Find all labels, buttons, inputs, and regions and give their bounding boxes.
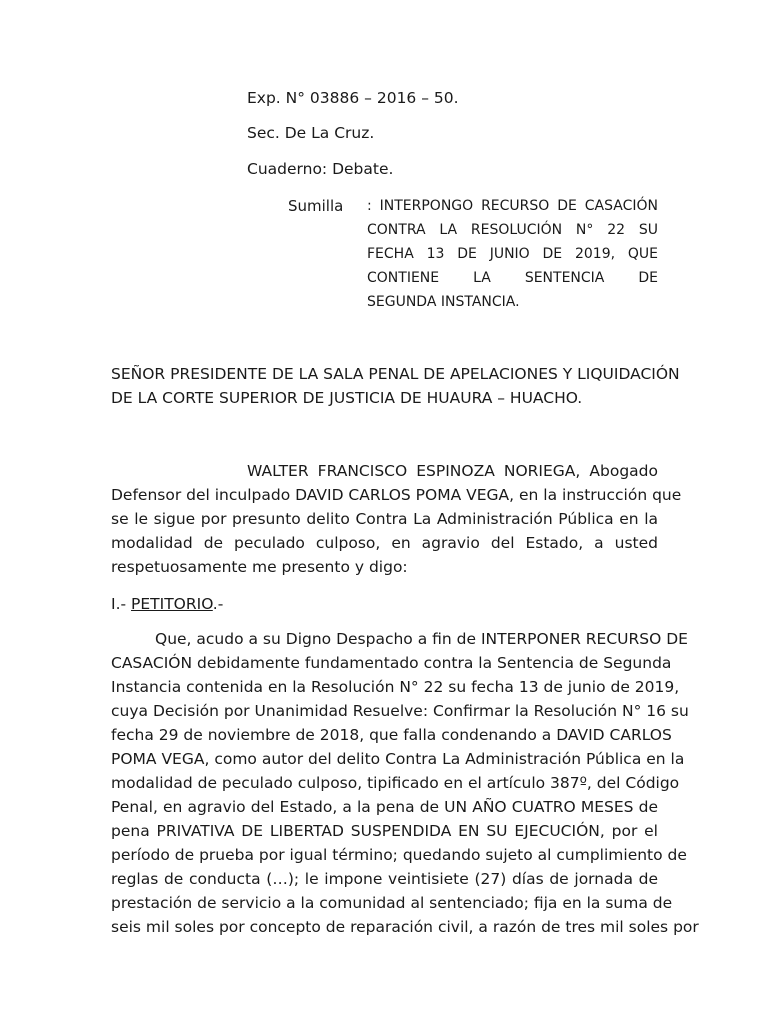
sumilla-label: Sumilla <box>288 197 344 215</box>
intro-line: modalidad de peculado culposo, en agravio del Estado, a usted <box>111 534 658 552</box>
section-title: PETITORIO <box>131 595 213 613</box>
sumilla-line: CONTRA LA RESOLUCIÓN N° 22 SU <box>367 222 658 238</box>
sumilla-line: : INTERPONGO RECURSO DE CASACIÓN <box>367 198 658 214</box>
expediente-number: Exp. N° 03886 – 2016 – 50. <box>247 89 459 107</box>
petitorio-line: fecha 29 de noviembre de 2018, que falla condenando a DAVID CARLOS <box>111 726 672 744</box>
petitorio-line: período de prueba por igual término; quedando sujeto al cumplimiento de <box>111 846 687 864</box>
petitorio-line: POMA VEGA, como autor del delito Contra La Administración Pública en la <box>111 750 685 768</box>
addressee-line: DE LA CORTE SUPERIOR DE JUSTICIA DE HUAURA – HUACHO. <box>111 389 583 407</box>
petitorio-line: seis mil soles por concepto de reparación civil, a razón de tres mil soles por <box>111 918 699 936</box>
sumilla-line: CONTIENE LA SENTENCIA DE <box>367 270 658 286</box>
sumilla-line: SEGUNDA INSTANCIA. <box>367 294 520 310</box>
intro-line: WALTER FRANCISCO ESPINOZA NORIEGA, Abogado <box>247 462 658 480</box>
petitorio-line: prestación de servicio a la comunidad al sentenciado; fija en la suma de <box>111 894 673 912</box>
petitorio-line: cuya Decisión por Unanimidad Resuelve: Confirmar la Resolución N° 16 su <box>111 702 689 720</box>
intro-line: Defensor del inculpado DAVID CARLOS POMA VEGA, en la instrucción que <box>111 486 682 504</box>
petitorio-line: Que, acudo a su Digno Despacho a fin de INTERPONER RECURSO DE <box>155 630 688 648</box>
section-prefix: I.- <box>111 595 132 613</box>
cuaderno-line: Cuaderno: Debate. <box>247 160 394 178</box>
addressee-line: SEÑOR PRESIDENTE DE LA SALA PENAL DE APELACIONES Y LIQUIDACIÓN <box>111 365 680 383</box>
petitorio-line: Penal, en agravio del Estado, a la pena de UN AÑO CUATRO MESES de <box>111 798 658 816</box>
petitorio-line: CASACIÓN debidamente fundamentado contra la Sentencia de Segunda <box>111 654 672 672</box>
secretario-line: Sec. De La Cruz. <box>247 124 375 142</box>
sumilla-line: FECHA 13 DE JUNIO DE 2019, QUE <box>367 246 658 262</box>
petitorio-line: modalidad de peculado culposo, tipificado en el artículo 387º, del Código <box>111 774 680 792</box>
petitorio-line: reglas de conducta (…); le impone veintisiete (27) días de jornada de <box>111 870 658 888</box>
petitorio-line: pena PRIVATIVA DE LIBERTAD SUSPENDIDA EN SU EJECUCIÓN, por el <box>111 822 658 840</box>
intro-line: se le sigue por presunto delito Contra La Administración Pública en la <box>111 510 658 528</box>
section-heading <box>111 592 223 616</box>
intro-line: respetuosamente me presento y digo: <box>111 558 408 576</box>
petitorio-line: Instancia contenida en la Resolución N° 22 su fecha 13 de junio de 2019, <box>111 678 680 696</box>
section-suffix: .- <box>212 595 224 613</box>
